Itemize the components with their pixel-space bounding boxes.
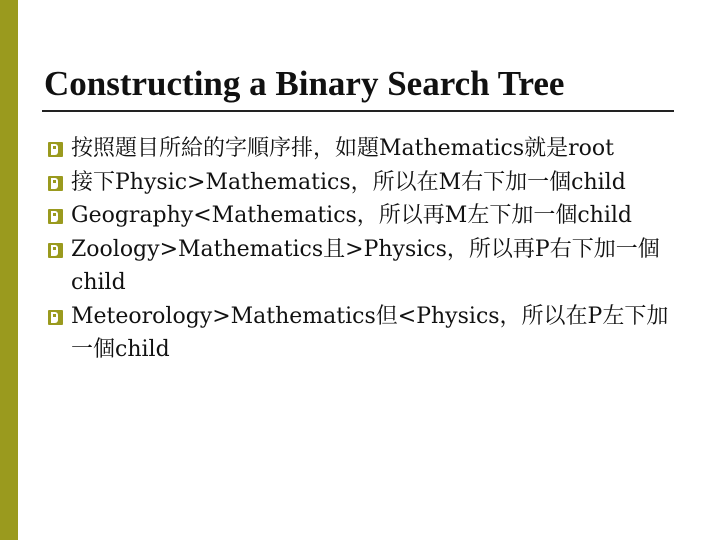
bullet-item bbox=[48, 199, 688, 233]
bullet-text: Zoology>Mathematics且>Physics，所以再P右下加一個child bbox=[71, 236, 660, 295]
bullet-p-icon bbox=[48, 243, 63, 258]
bullet-text: Meteorology>Mathematics但<Physics，所以在P左下加一個child bbox=[71, 303, 669, 362]
bullet-p-icon bbox=[48, 176, 63, 191]
bullet-text: 按照題目所給的字順序排，如題Mathematics就是root bbox=[71, 136, 614, 161]
bullet-p-icon bbox=[48, 209, 63, 224]
bullet-list bbox=[48, 132, 688, 367]
bullet-item bbox=[48, 233, 688, 300]
bullet-text: 接下Physic>Mathematics，所以在M右下加一個child bbox=[71, 169, 626, 195]
bullet-item bbox=[48, 300, 688, 367]
title-underline bbox=[42, 110, 674, 112]
bullet-text: Geography<Mathematics，所以再M左下加一個child bbox=[71, 203, 632, 228]
bullet-item bbox=[48, 132, 688, 166]
slide-title: Constructing a Binary Search Tree bbox=[44, 64, 565, 103]
bullet-p-icon bbox=[48, 142, 63, 157]
bullet-p-icon bbox=[48, 310, 63, 325]
side-accent-bar bbox=[0, 0, 18, 540]
bullet-item bbox=[48, 166, 688, 200]
